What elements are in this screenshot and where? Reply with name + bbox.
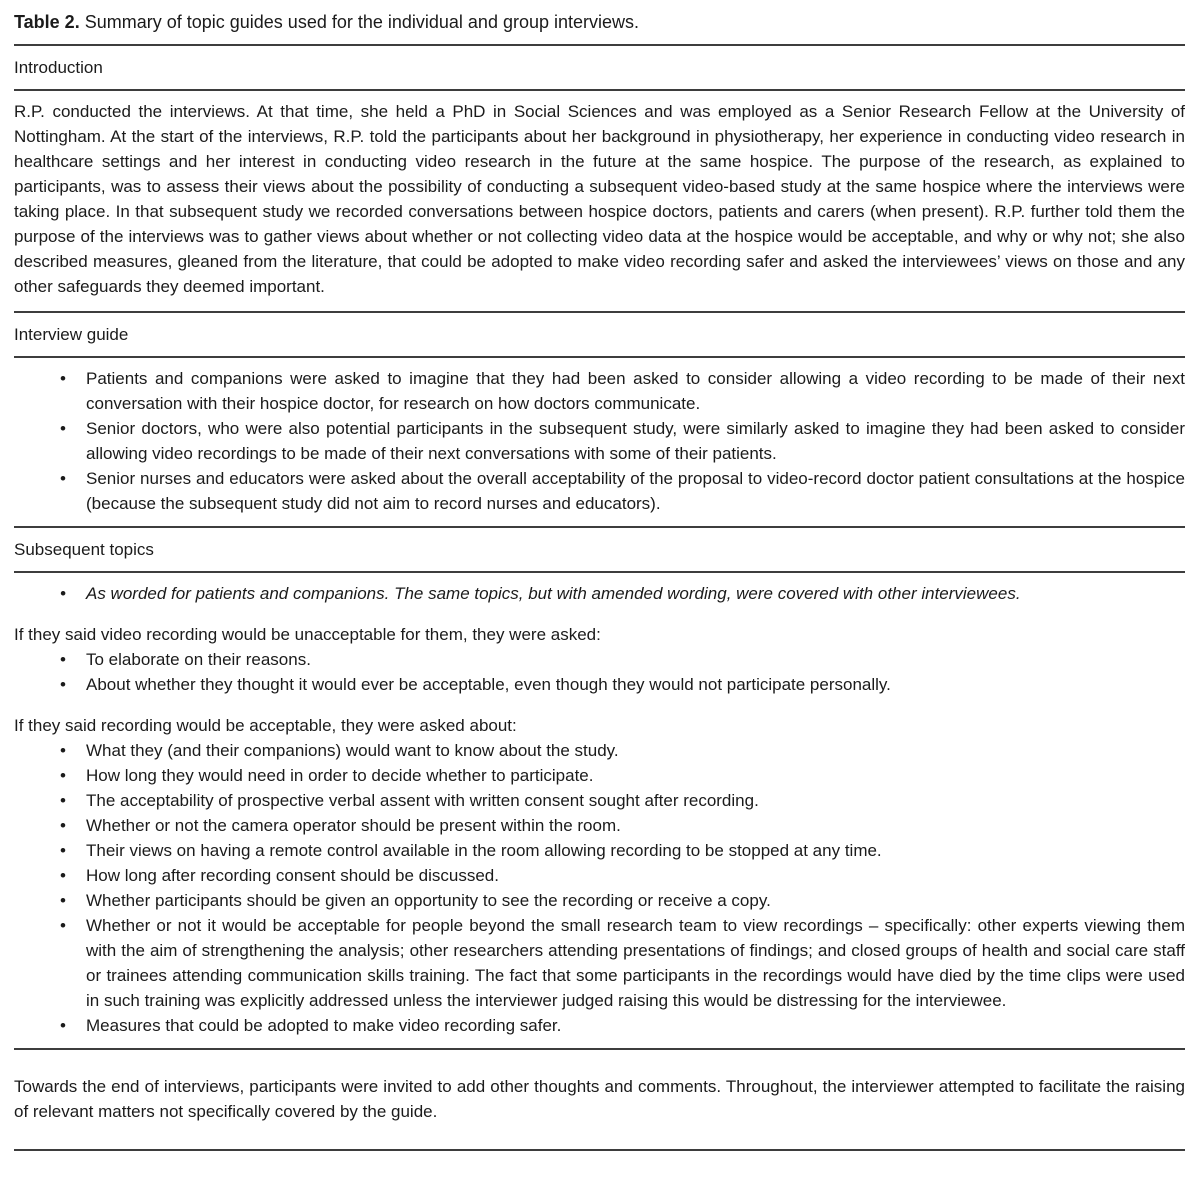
table-footnote: Towards the end of interviews, participants were invited to add other thoughts and comments. Throughout, the interviewer attempted to facilitate the raising of relevant matters not specifically covered by the guide. — [14, 1077, 1185, 1121]
table-caption-text: Summary of topic guides used for the individual and group interviews. — [84, 12, 640, 32]
list-item: • How long they would need in order to decide whether to participate. — [58, 763, 1185, 788]
subsequent-topics-note-list — [14, 581, 1185, 606]
list-item: • How long after recording consent should be discussed. — [58, 863, 1185, 888]
divider — [14, 356, 1185, 358]
introduction-paragraph: R.P. conducted the interviews. At that time, she held a PhD in Social Sciences and was employed as a Senior Research Fellow at the University of Nottingham. At the start of the interviews, R.P. told the participants about her background in physiotherapy, her experience in conducting video research in healthcare settings and her interest in conducting video research in the future at the same hospice. The purpose of the research, as explained to participants, was to assess their views about the possibility of conducting a subsequent video-based study at the same hospice where the interviews were taking place. In that subsequent study we recorded conversations between hospice doctors, patients and carers (when present). R.P. further told them the purpose of the interviews was to gather views about whether or not collecting video data at the hospice would be acceptable, and why or why not; she also described measures, gleaned from the literature, that could be adopted to make video recording safer and asked the interviewees’ views on those and any other safeguards they deemed important. — [14, 102, 1185, 296]
list-item: • About whether they thought it would ever be acceptable, even though they would not participate personally. — [58, 672, 1185, 697]
list-item: • Measures that could be adopted to make video recording safer. — [58, 1013, 1185, 1038]
acceptable-list — [14, 738, 1185, 1038]
unacceptable-list — [14, 647, 1185, 697]
list-item-italic-note: • As worded for patients and companions. The same topics, but with amended wording, were covered with other interviewees. — [58, 581, 1185, 606]
unacceptable-lead: If they said video recording would be unacceptable for them, they were asked: — [14, 625, 601, 644]
list-item: • The acceptability of prospective verbal assent with written consent sought after recording. — [58, 788, 1185, 813]
table-caption — [14, 8, 1185, 44]
list-item: • Patients and companions were asked to imagine that they had been asked to consider allowing a video recording to be made of their next conversation with their hospice doctor, for research on how doctors communicate. — [58, 366, 1185, 416]
divider — [14, 1149, 1185, 1151]
acceptable-lead: If they said recording would be acceptable, they were asked about: — [14, 716, 517, 735]
divider — [14, 1048, 1185, 1050]
list-item: • Whether or not it would be acceptable for people beyond the small research team to view recordings – specifically: other experts viewing them with the aim of strengthening the analysis; other researchers attending presentations of findings; and closed groups of health and social care staff or trainees attending communication skills training. The fact that some participants in the recordings would have died by the time clips were used in such training was explicitly addressed unless the interviewer judged raising this would be distressing for the interviewee. — [58, 913, 1185, 1013]
list-item: • Senior nurses and educators were asked about the overall acceptability of the proposal to video-record doctor patient consultations at the hospice (because the subsequent study did not aim to record nurses and educators). — [58, 466, 1185, 516]
list-item: • Whether or not the camera operator should be present within the room. — [58, 813, 1185, 838]
list-item: • Senior doctors, who were also potential participants in the subsequent study, were similarly asked to imagine they had been asked to consider allowing video recordings to be made of their next conversations with some of their patients. — [58, 416, 1185, 466]
list-item: • Their views on having a remote control available in the room allowing recording to be stopped at any time. — [58, 838, 1185, 863]
table-label: Table 2. — [14, 12, 80, 32]
divider — [14, 571, 1185, 573]
list-item: • Whether participants should be given an opportunity to see the recording or receive a copy. — [58, 888, 1185, 913]
section-header-subsequent-topics: Subsequent topics — [14, 540, 154, 559]
section-header-interview-guide: Interview guide — [14, 325, 129, 344]
divider — [14, 89, 1185, 91]
interview-guide-list — [14, 366, 1185, 516]
list-item: • What they (and their companions) would want to know about the study. — [58, 738, 1185, 763]
list-item: • To elaborate on their reasons. — [58, 647, 1185, 672]
section-header-introduction: Introduction — [14, 58, 103, 77]
